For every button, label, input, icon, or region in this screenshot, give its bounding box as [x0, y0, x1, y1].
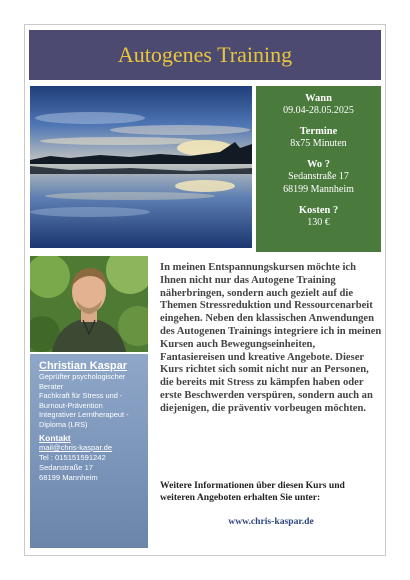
wo-label: Wo ?	[306, 159, 331, 170]
phone-number: Tel : 015151591242	[39, 453, 106, 462]
flyer-title: Autogenes Training	[117, 42, 293, 67]
course-info-box	[256, 86, 381, 252]
wo-city: 68199 Mannheim	[283, 184, 354, 195]
termine-label: Termine	[299, 126, 338, 137]
wann-label: Wann	[305, 93, 332, 104]
kosten-value: 130 €	[307, 217, 330, 228]
contact-street: Sedanstraße 17	[39, 463, 94, 472]
qualification-line: Geprüfter psychologischer	[39, 372, 126, 381]
website-link[interactable]: www.chris-kaspar.de	[228, 516, 314, 527]
trainer-sidebar	[30, 354, 148, 548]
email-link[interactable]: mail@chris-kaspar.de	[39, 443, 113, 452]
wann-value: 09.04-28.05.2025	[283, 105, 354, 116]
contact-heading: Kontakt	[39, 433, 71, 443]
course-description: In meinen Entspannungskursen möchte ich Ihnen nicht nur das Autogene Training näherbringen, sondern auch gezielt auf die Themen Stressreduktion und Ressourcenarbeit eingehen. Neben den klassischen Anwendungen des Autogenen Trainings integriere ich in meinen Kursen auch Bewegungseinheiten, Fantasiereisen und kreative Angebote. Dieser Kurs richtet sich somit nicht nur an Personen, die bereits mit Stress zu kämpfen haben oder erste Beschwerden verspüren, sondern auch an diejenigen, die präventiv vorbeugen möchten.	[160, 262, 382, 414]
lake-sunset-image	[30, 86, 252, 248]
qualification-line: Diploma (LRS)	[39, 419, 88, 429]
more-info-text: Weitere Informationen über diesen Kurs und weiteren Angeboten erhalten Sie unter:	[160, 480, 345, 503]
qualification-line: Integrativer Lerntherapeut -	[39, 410, 129, 419]
portrait-photo	[30, 256, 148, 352]
trainer-name: Christian Kaspar	[39, 360, 128, 372]
qualification-line: Berater	[39, 381, 64, 391]
contact-city: 68199 Mannheim	[39, 473, 98, 482]
qualification-line: Fachkraft für Stress und -	[39, 391, 123, 400]
qualification-line: Burnout-Prävention	[39, 400, 103, 410]
termine-value: 8x75 Minuten	[290, 138, 347, 149]
kosten-label: Kosten ?	[298, 205, 339, 216]
wo-street: Sedanstraße 17	[288, 171, 349, 182]
title-banner	[29, 30, 381, 80]
